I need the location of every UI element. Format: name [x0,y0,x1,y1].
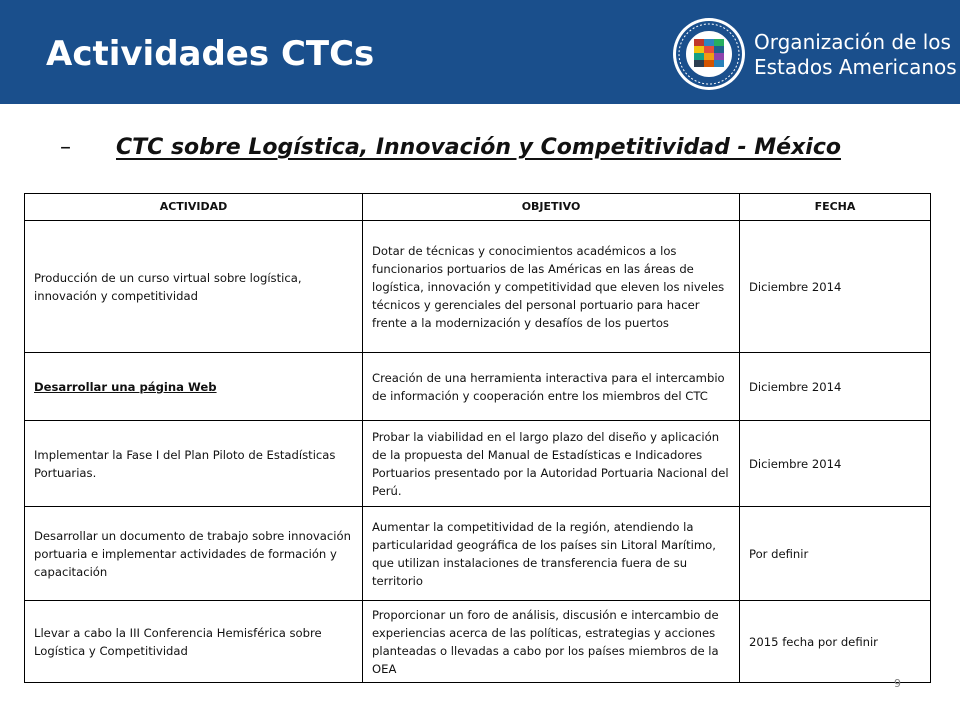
cell-actividad: Implementar la Fase I del Plan Piloto de Estadísticas Portuarias. [25,421,363,507]
table-row [25,221,931,353]
cell-objetivo: Proporcionar un foro de análisis, discusión e intercambio de experiencias acerca de las políticas, estrategias y acciones planteadas o llevadas a cabo por los países miembros de la OEA [363,601,740,683]
cell-fecha: 2015 fecha por definir [740,601,931,683]
cell-fecha: Diciembre 2014 [740,421,931,507]
cell-objetivo: Probar la viabilidad en el largo plazo del diseño y aplicación de la propuesta del Manual de Estadísticas e Indicadores Portuarios presentado por la Autoridad Portuaria Nacional del Perú. [363,421,740,507]
org-name-line2: Estados Americanos [754,55,957,79]
cell-fecha: Por definir [740,507,931,601]
web-page-activity-link[interactable]: Desarrollar una página Web [25,353,363,421]
cell-actividad: Llevar a cabo la III Conferencia Hemisférica sobre Logística y Competitividad [25,601,363,683]
org-name-line1: Organización de los [754,30,951,54]
section-subtitle [60,130,841,166]
slide-title: Actividades CTCs [46,34,375,74]
cell-objetivo: Creación de una herramienta interactiva para el intercambio de información y cooperación entre los miembros del CTC [363,353,740,421]
oas-seal-icon [672,17,746,91]
cell-objetivo: Dotar de técnicas y conocimientos académicos a los funcionarios portuarios de las Américas en las áreas de logística, innovación y competitividad que eleven los niveles técnicos y gerenciales del personal portuario para hacer frente a la modernización y desafíos de los puertos [363,221,740,353]
header-objetivo: OBJETIVO [363,194,740,221]
cell-objetivo: Aumentar la competitividad de la región, atendiendo la particularidad geográfica de los países sin Litoral Marítimo, que utilizan instalaciones de transferencia fuera de su territorio [363,507,740,601]
cell-fecha: Diciembre 2014 [740,221,931,353]
table-row [25,353,931,421]
table-row [25,507,931,601]
subtitle-text: CTC sobre Logística, Innovación y Competitividad - México [116,135,841,160]
table-row [25,601,931,683]
cell-fecha: Diciembre 2014 [740,353,931,421]
table-header-row [25,194,931,221]
page-number: 9 [894,677,901,690]
header-fecha: FECHA [740,194,931,221]
cell-actividad: Producción de un curso virtual sobre logística, innovación y competitividad [25,221,363,353]
subtitle-dash: – [60,135,71,160]
cell-actividad: Desarrollar un documento de trabajo sobre innovación portuaria e implementar actividades de formación y capacitación [25,507,363,601]
header-actividad: ACTIVIDAD [25,194,363,221]
table-row [25,421,931,507]
organization-name [754,30,957,80]
header-bar [0,0,960,104]
activities-table [24,193,931,683]
